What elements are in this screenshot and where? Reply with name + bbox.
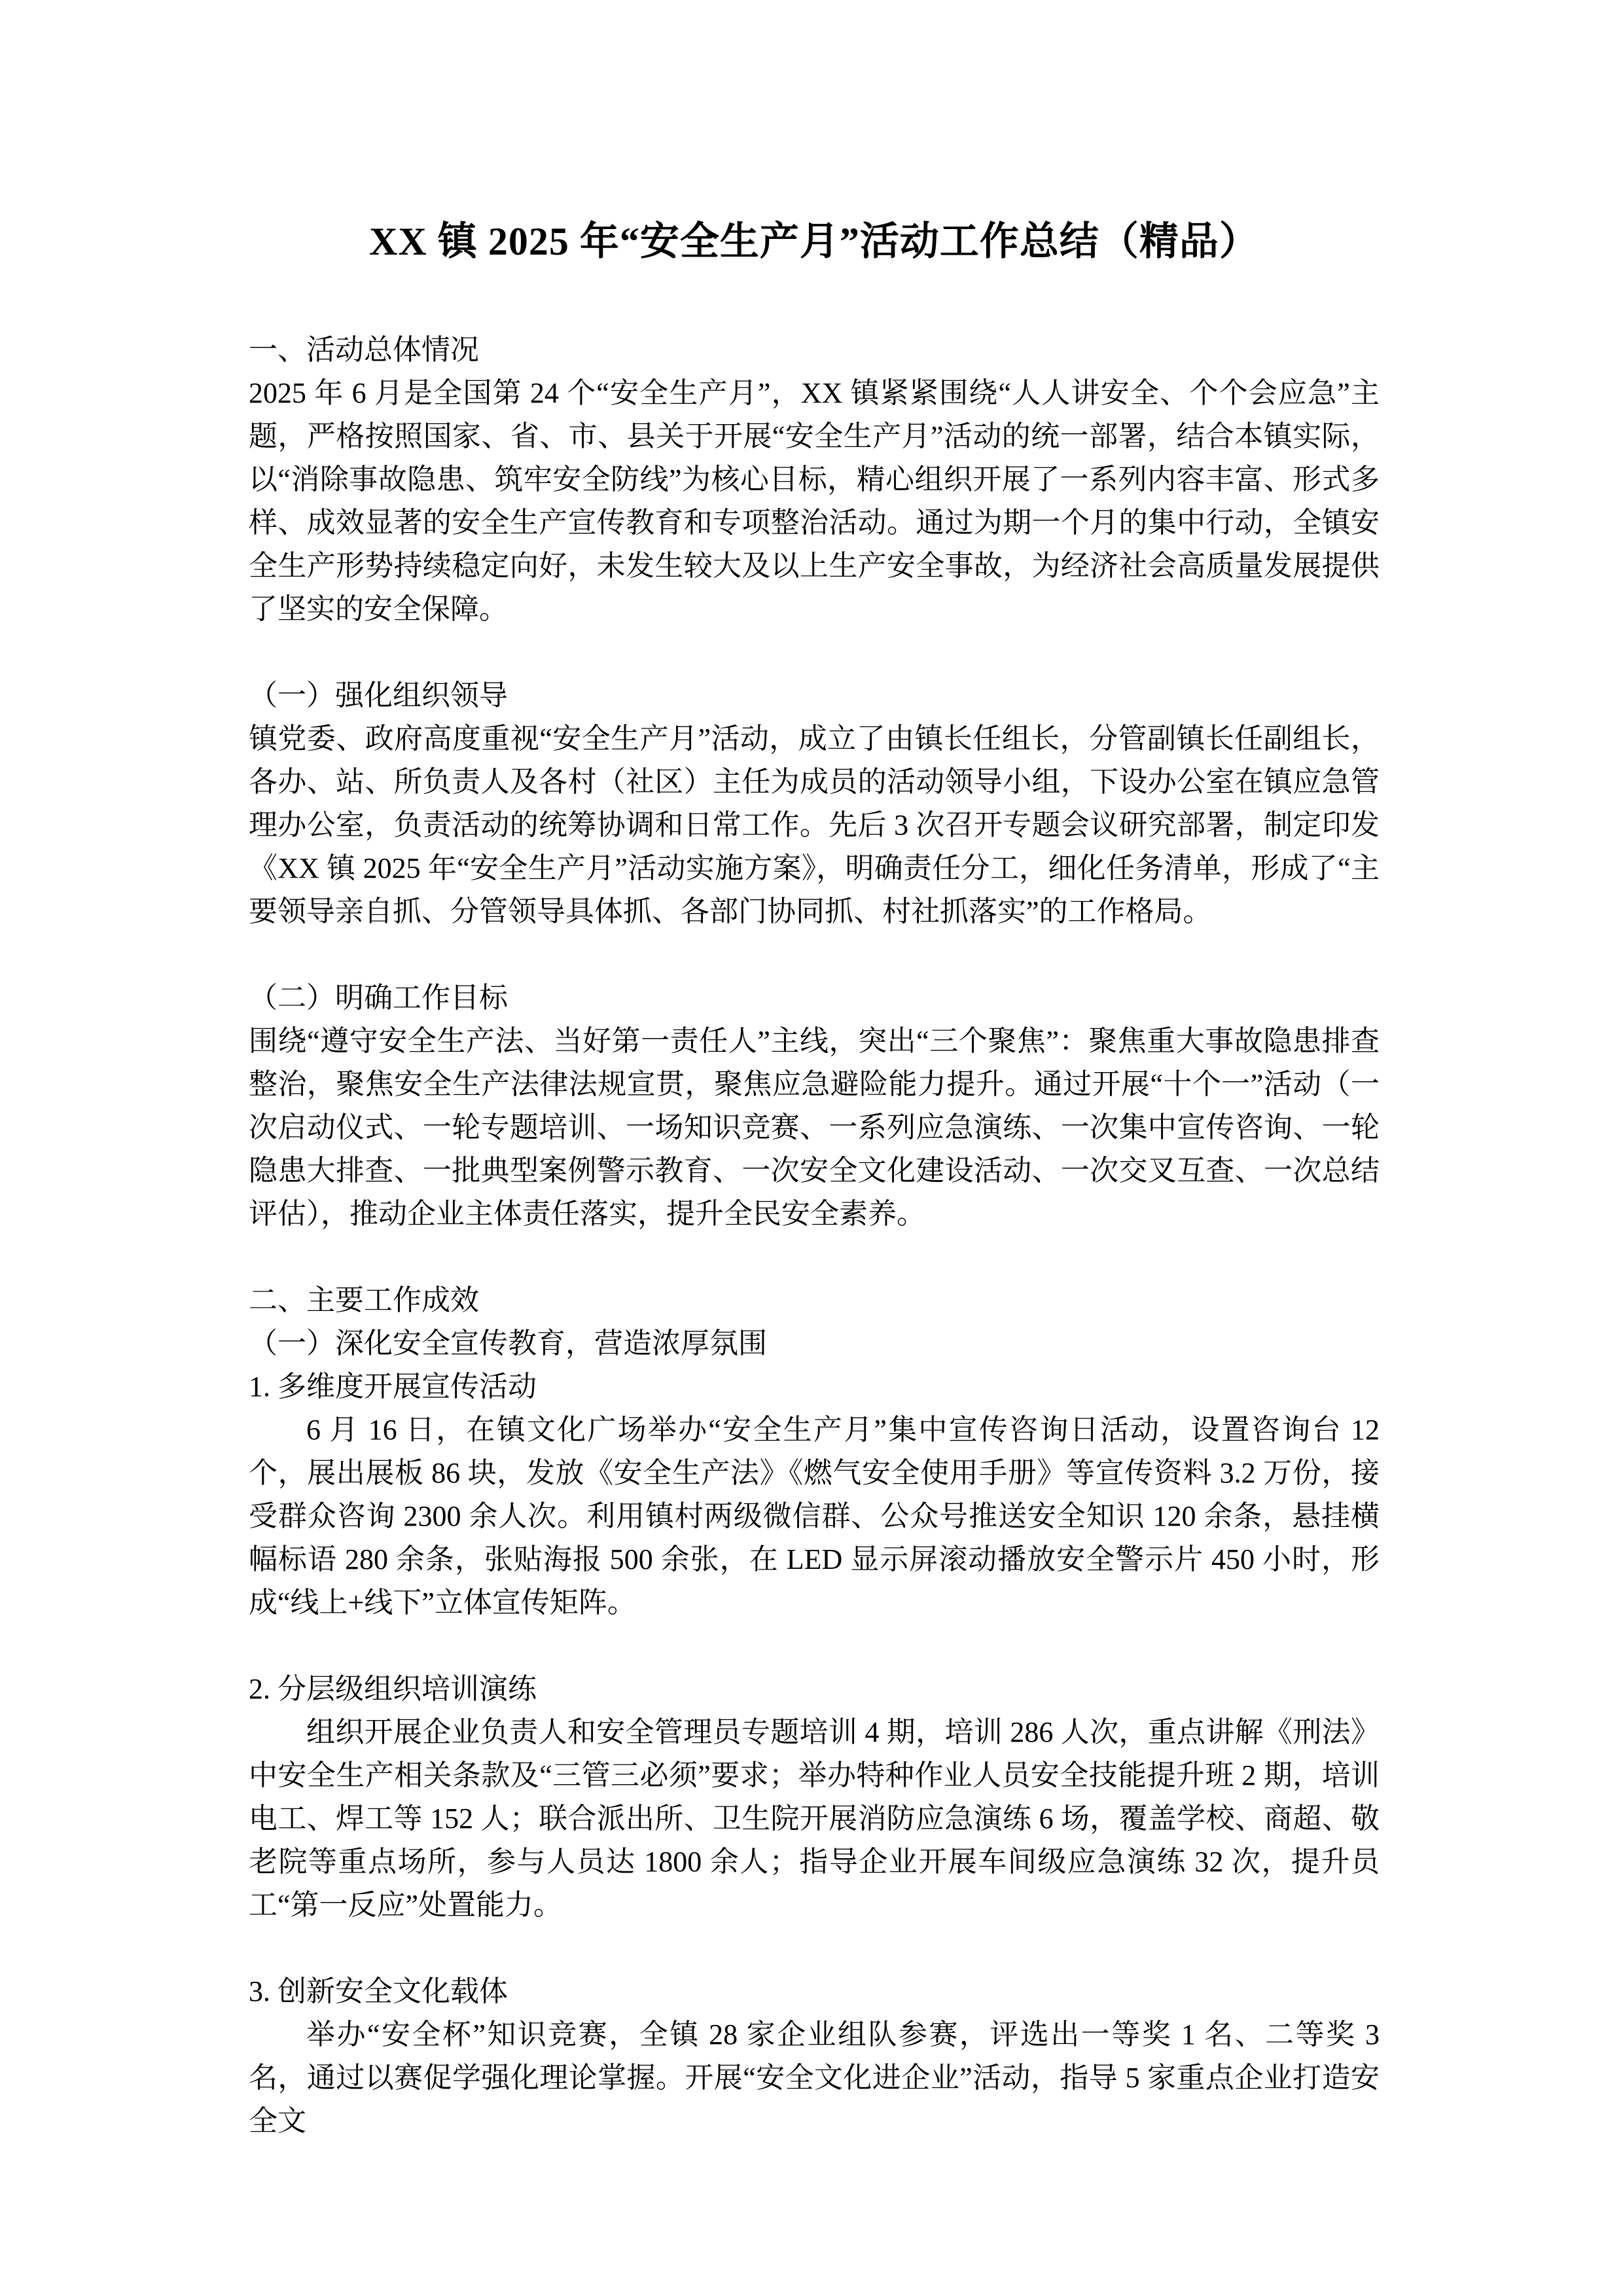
part2-item2-heading: 2. 分层级组织培训演练: [249, 1673, 537, 1705]
blank-line: [249, 1624, 1380, 1668]
part2-item2-paragraph: 组织开展企业负责人和安全管理员专题培训 4 期，培训 286 人次，重点讲解《刑法》中安全生产相关条款及“三管三必须”要求；举办特种作业人员安全技能提升班 2 期，培训电工、焊工等 152 人；联合派出所、卫生院开展消防应急演练 6 场，覆盖学校、商超、敬老院等重点场所，参与人员达 1800 余人；指导企业开展车间级应急演练 32 次，提升员工“第一反应”处置能力。: [249, 1716, 1380, 1921]
document-title: XX 镇 2025 年“安全生产月”活动工作总结（精品）: [369, 220, 1259, 263]
part1-sub1-heading: （一）强化组织领导: [249, 679, 508, 711]
part2-item1-paragraph: 6 月 16 日，在镇文化广场举办“安全生产月”集中宣传咨询日活动，设置咨询台 12 个，展出展板 86 块，发放《安全生产法》《燃气安全使用手册》等宣传资料 3.2 万份，接受群众咨询 2300 余人次。利用镇村两级微信群、公众号推送安全知识 120 余条，悬挂横幅标语 280 余条，张贴海报 500 余张，在 LED 显示屏滚动播放安全警示片 450 小时，形成“线上+线下”立体宣传矩阵。: [249, 1414, 1380, 1619]
part1-heading: 一、活动总体情况: [249, 334, 479, 366]
part1-sub2-paragraph: 围绕“遵守安全生产法、当好第一责任人”主线，突出“三个聚焦”：聚焦重大事故隐患排查整治，聚焦安全生产法律法规宣贯，聚焦应急避险能力提升。通过开展“十个一”活动（一次启动仪式、一轮专题培训、一场知识竞赛、一系列应急演练、一次集中宣传咨询、一轮隐患大排查、一批典型案例警示教育、一次安全文化建设活动、一次交叉互查、一次总结评估），推动企业主体责任落实，提升全民安全素养。: [249, 1025, 1380, 1230]
part1-overview-paragraph: 2025 年 6 月是全国第 24 个“安全生产月”，XX 镇紧紧围绕“人人讲安全、个个会应急”主题，严格按照国家、省、市、县关于开展“安全生产月”活动的统一部署，结合本镇实际，以“消除事故隐患、筑牢安全防线”为核心目标，精心组织开展了一系列内容丰富、形式多样、成效显著的安全生产宣传教育和专项整治活动。通过为期一个月的集中行动，全镇安全生产形势持续稳定向好，未发生较大及以上生产安全事故，为经济社会高质量发展提供了坚实的安全保障。: [249, 377, 1380, 625]
blank-line: [249, 1927, 1380, 1970]
part1-sub2-heading: （二）明确工作目标: [249, 982, 508, 1014]
part2-item3-paragraph: 举办“安全杯”知识竞赛，全镇 28 家企业组队参赛，评选出一等奖 1 名、二等奖 3 名，通过以赛促学强化理论掌握。开展“安全文化进企业”活动，指导 5 家重点企业打造安全文: [249, 2018, 1380, 2137]
part2-item1-heading: 1. 多维度开展宣传活动: [249, 1371, 537, 1403]
blank-line: [249, 631, 1380, 674]
part2-item3-heading: 3. 创新安全文化载体: [249, 1975, 508, 2007]
part2-sub1-heading: （一）深化安全宣传教育，营造浓厚氛围: [249, 1327, 767, 1359]
part1-sub1-paragraph: 镇党委、政府高度重视“安全生产月”活动，成立了由镇长任组长，分管副镇长任副组长，各办、站、所负责人及各村（社区）主任为成员的活动领导小组，下设办公室在镇应急管理办公室，负责活动的统筹协调和日常工作。先后 3 次召开专题会议研究部署，制定印发《XX 镇 2025 年“安全生产月”活动实施方案》，明确责任分工，细化任务清单，形成了“主要领导亲自抓、分管领导具体抓、各部门协同抓、村社抓落实”的工作格局。: [249, 723, 1380, 927]
blank-line: [249, 1236, 1380, 1279]
part2-heading: 二、主要工作成效: [249, 1284, 479, 1316]
blank-line: [249, 933, 1380, 977]
